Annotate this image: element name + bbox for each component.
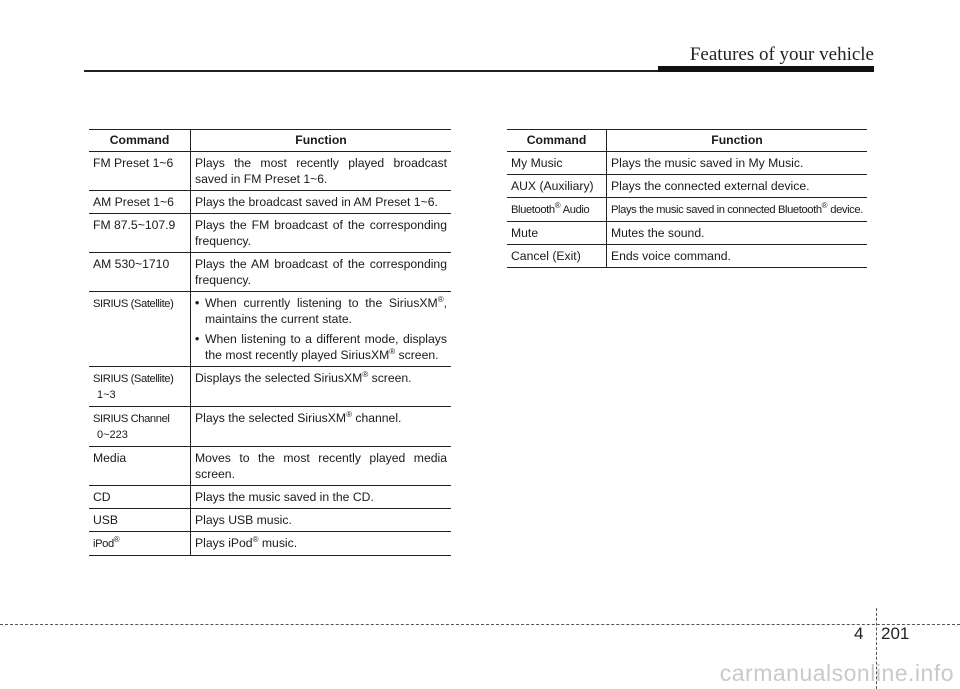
function-text: Plays the selected SiriusXM xyxy=(195,411,347,425)
table-row xyxy=(89,191,451,214)
command-cell: CD xyxy=(89,486,191,509)
column-header-command: Command xyxy=(89,130,191,152)
table-row xyxy=(89,253,451,292)
command-cell xyxy=(507,198,607,222)
table-row xyxy=(89,152,451,191)
table-row xyxy=(89,509,451,532)
registered-mark: ® xyxy=(252,534,259,544)
command-cell: AM Preset 1~6 xyxy=(89,191,191,214)
table-row xyxy=(89,214,451,253)
bullet-icon: • xyxy=(195,332,200,346)
header-rule-accent xyxy=(658,66,874,72)
command-cell: AM 530~1710 xyxy=(89,253,191,292)
table-row xyxy=(89,367,451,407)
function-cell: Ends voice command. xyxy=(607,245,868,268)
function-cell: Plays the AM broadcast of the corresponding frequency. xyxy=(191,253,452,292)
command-cell xyxy=(89,532,191,556)
command-label: iPod xyxy=(93,538,114,550)
command-label: SIRIUS Channel xyxy=(93,413,170,425)
command-cell xyxy=(89,292,191,367)
voice-command-table-right xyxy=(507,129,867,268)
registered-mark: ® xyxy=(437,294,444,304)
table-row xyxy=(89,407,451,447)
chapter-number: 4 xyxy=(854,624,864,643)
function-cell: Plays the music saved in My Music. xyxy=(607,152,868,175)
page-number: 201 xyxy=(881,624,910,643)
command-label: SIRIUS (Satellite) xyxy=(93,298,174,310)
command-range: 0~223 xyxy=(97,429,128,441)
registered-mark: ® xyxy=(113,534,120,544)
table-row xyxy=(89,532,451,556)
voice-command-table-left xyxy=(89,129,451,556)
command-cell: Cancel (Exit) xyxy=(507,245,607,268)
function-cell xyxy=(191,407,452,447)
function-text-end: channel. xyxy=(351,411,402,425)
table-row xyxy=(507,175,867,198)
registered-mark: ® xyxy=(821,200,828,210)
function-cell xyxy=(191,532,452,556)
registered-mark: ® xyxy=(346,409,352,419)
command-cell xyxy=(89,407,191,447)
function-cell: Moves to the most recently played media screen. xyxy=(191,447,452,486)
bullet-icon: • xyxy=(195,296,200,310)
function-cell: Plays USB music. xyxy=(191,509,452,532)
command-label: Bluetooth xyxy=(511,204,555,216)
command-range: 1~3 xyxy=(97,389,116,401)
command-cell: Media xyxy=(89,447,191,486)
bullet-text-end: , maintains the current state. xyxy=(205,296,447,326)
table-row xyxy=(507,245,867,268)
command-label-end: Audio xyxy=(560,204,590,216)
function-cell xyxy=(607,198,868,222)
table-row xyxy=(507,222,867,245)
table-row xyxy=(507,152,867,175)
function-text-end: music. xyxy=(258,536,298,550)
registered-mark: ® xyxy=(389,346,396,356)
command-cell: AUX (Auxiliary) xyxy=(507,175,607,198)
command-cell: Mute xyxy=(507,222,607,245)
command-cell: My Music xyxy=(507,152,607,175)
bullet-item xyxy=(195,331,447,363)
function-text-end: screen. xyxy=(368,371,412,385)
function-cell xyxy=(191,292,452,367)
function-text-end: device. xyxy=(827,204,863,216)
column-header-function: Function xyxy=(191,130,452,152)
table-row xyxy=(89,447,451,486)
command-cell xyxy=(89,367,191,407)
bullet-text: When listening to a different mode, displays the most recently played SiriusXM xyxy=(205,332,447,362)
command-cell: FM 87.5~107.9 xyxy=(89,214,191,253)
page-header-title: Features of your vehicle xyxy=(689,44,874,65)
function-cell xyxy=(191,367,452,407)
table-row xyxy=(89,486,451,509)
command-cell: USB xyxy=(89,509,191,532)
command-cell: FM Preset 1~6 xyxy=(89,152,191,191)
function-text: Plays iPod xyxy=(195,536,253,550)
function-text: Displays the selected SiriusXM xyxy=(195,371,363,385)
table-row xyxy=(507,198,867,222)
table-header-row xyxy=(507,130,867,152)
function-cell: Mutes the sound. xyxy=(607,222,868,245)
function-cell: Plays the connected external device. xyxy=(607,175,868,198)
table-header-row xyxy=(89,130,451,152)
footer-dashed-rule xyxy=(0,624,960,625)
function-text: Plays the music saved in connected Bluetooth xyxy=(611,204,822,216)
command-label: SIRIUS (Satellite) xyxy=(93,373,174,385)
function-cell: Plays the FM broadcast of the corresponding frequency. xyxy=(191,214,452,253)
table-row xyxy=(89,292,451,367)
column-header-function: Function xyxy=(607,130,868,152)
function-cell: Plays the broadcast saved in AM Preset 1~6. xyxy=(191,191,452,214)
registered-mark: ® xyxy=(362,369,369,379)
function-cell: Plays the most recently played broadcast saved in FM Preset 1~6. xyxy=(191,152,452,191)
watermark: carmanualsonline.info xyxy=(719,660,954,686)
bullet-text: When currently listening to the SiriusXM xyxy=(205,296,438,310)
column-header-command: Command xyxy=(507,130,607,152)
bullet-text-end: screen. xyxy=(395,348,439,362)
registered-mark: ® xyxy=(554,200,561,210)
function-cell: Plays the music saved in the CD. xyxy=(191,486,452,509)
bullet-item xyxy=(195,295,447,327)
